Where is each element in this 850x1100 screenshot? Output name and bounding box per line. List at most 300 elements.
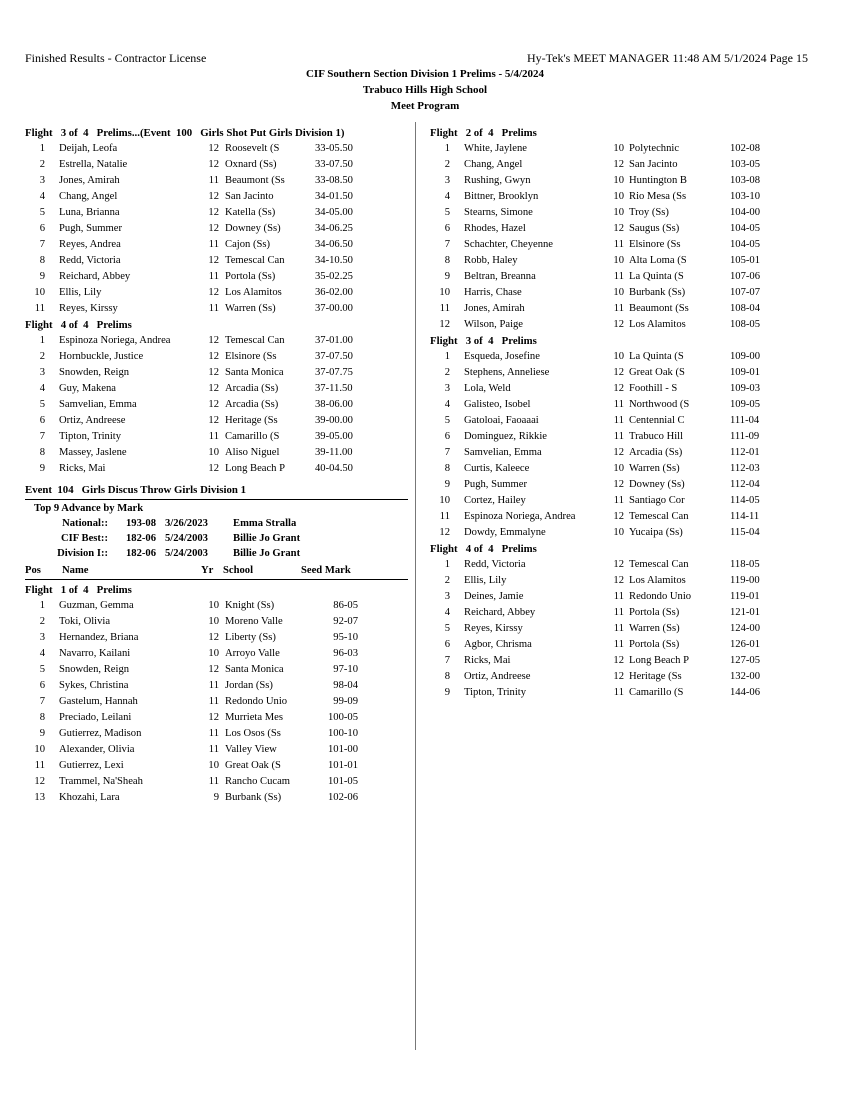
entry-row: [25, 710, 408, 726]
entry-row: [430, 637, 820, 653]
entry-year: 12: [208, 351, 219, 362]
entry-pos: 13: [34, 792, 45, 803]
entry-pos: 4: [444, 607, 450, 618]
entry-row: [25, 726, 408, 742]
entry-year: 10: [613, 143, 624, 154]
entry-row: [430, 253, 820, 269]
entry-school: Los Alamitos: [629, 319, 686, 330]
entry-school: Long Beach P: [629, 655, 690, 666]
entry-name: Preciado, Leilani: [59, 712, 132, 723]
entry-name: Esqueda, Josefine: [464, 351, 540, 362]
record-date: 5/24/2003: [165, 533, 208, 544]
entry-seed: 112-04: [730, 479, 760, 490]
column-headers: [25, 563, 408, 579]
entry-name: Ellis, Lily: [59, 287, 102, 298]
entry-row: [430, 157, 820, 173]
entry-seed: 109-00: [730, 351, 761, 362]
entry-school: Arcadia (Ss): [225, 383, 279, 394]
entry-name: Gatoloai, Faoaaai: [464, 415, 539, 426]
entry-school: Redondo Unio: [629, 591, 692, 602]
entry-year: 12: [613, 159, 624, 170]
report-type-label: Finished Results - Contractor License: [25, 51, 207, 65]
entry-pos: 8: [444, 671, 450, 682]
entry-pos: 9: [39, 463, 45, 474]
left-column: [25, 125, 408, 806]
entry-pos: 10: [34, 744, 45, 755]
records-list: [25, 516, 408, 561]
entry-year: 11: [613, 591, 624, 602]
entry-pos: 1: [39, 143, 45, 154]
entry-seed: 95-10: [333, 632, 358, 643]
entry-row: [25, 141, 408, 157]
entry-year: 12: [613, 319, 624, 330]
entry-row: [430, 301, 820, 317]
entry-pos: 7: [444, 239, 450, 250]
entry-name: Snowden, Reign: [59, 664, 130, 675]
entry-school: Katella (Ss): [225, 207, 276, 218]
entry-seed: 37-11.50: [315, 383, 353, 394]
entry-name: Chang, Angel: [464, 159, 523, 170]
entry-school: Foothill - S: [629, 383, 678, 394]
entry-name: Gutierrez, Lexi: [59, 760, 124, 771]
record-holder: Billie Jo Grant: [233, 548, 301, 559]
entry-school: Arroyo Valle: [225, 648, 280, 659]
column-divider: [415, 122, 416, 1050]
entry-seed: 126-01: [730, 639, 761, 650]
entry-year: 12: [208, 367, 219, 378]
entry-seed: 109-05: [730, 399, 761, 410]
entry-name: Dowdy, Emmalyne: [464, 527, 546, 538]
entry-year: 12: [613, 367, 624, 378]
entry-row: [25, 429, 408, 445]
entry-seed: 37-07.50: [315, 351, 353, 362]
entry-school: Temescal Can: [629, 559, 689, 570]
record-row: [25, 531, 408, 546]
entry-year: 12: [613, 223, 624, 234]
entry-row: [25, 662, 408, 678]
meet-title: CIF Southern Section Division 1 Prelims - 5/4/2024: [305, 68, 545, 80]
entry-year: 12: [208, 632, 219, 643]
software-timestamp-page: Hy-Tek's MEET MANAGER 11:48 AM 5/1/2024 Page 15: [527, 51, 808, 65]
meet-subtitle: Meet Program: [390, 100, 460, 112]
entry-row: [25, 205, 408, 221]
entry-seed: 34-06.50: [315, 239, 353, 250]
entry-year: 10: [613, 463, 624, 474]
discus-flight3-list: [430, 349, 820, 541]
entry-seed: 102-06: [327, 792, 358, 803]
entry-seed: 102-08: [730, 143, 761, 154]
entry-seed: 107-06: [730, 271, 761, 282]
entry-row: [25, 221, 408, 237]
entry-year: 11: [208, 696, 219, 707]
entry-name: Beltran, Breanna: [464, 271, 536, 282]
entry-name: Agbor, Chrisma: [464, 639, 532, 650]
entry-pos: 3: [444, 591, 450, 602]
entry-row: [25, 253, 408, 269]
entry-row: [25, 678, 408, 694]
entry-name: Reichard, Abbey: [59, 271, 131, 282]
entry-name: Navarro, Kailani: [59, 648, 131, 659]
entry-pos: 3: [39, 632, 45, 643]
entry-name: Redd, Victoria: [59, 255, 121, 266]
entry-school: Polytechnic: [629, 143, 680, 154]
entry-seed: 107-07: [730, 287, 761, 298]
entry-school: Temescal Can: [225, 335, 285, 346]
entry-name: Harris, Chase: [464, 287, 522, 298]
entry-school: Elsinore (Ss: [225, 351, 277, 362]
entry-name: Alexander, Olivia: [59, 744, 135, 755]
entry-row: [430, 269, 820, 285]
entry-seed: 37-00.00: [315, 303, 353, 314]
entry-pos: 5: [39, 664, 45, 675]
entry-year: 11: [208, 239, 219, 250]
entry-name: Hernandez, Briana: [59, 632, 139, 643]
entry-seed: 92-07: [333, 616, 358, 627]
entry-year: 12: [208, 159, 219, 170]
entry-row: [25, 413, 408, 429]
record-mark: 193-08: [126, 518, 157, 529]
entry-row: [430, 653, 820, 669]
entry-school: Liberty (Ss): [225, 632, 276, 643]
entry-row: [430, 317, 820, 333]
entry-pos: 1: [39, 335, 45, 346]
entry-name: Khozahi, Lara: [59, 792, 120, 803]
entry-pos: 2: [39, 616, 45, 627]
entry-name: Trammel, Na'Sheah: [59, 776, 143, 787]
entry-name: Schachter, Cheyenne: [464, 239, 553, 250]
entry-pos: 12: [439, 319, 450, 330]
entry-school: Long Beach P: [225, 463, 286, 474]
entry-pos: 2: [444, 367, 450, 378]
entry-year: 12: [208, 191, 219, 202]
entry-school: Los Alamitos: [225, 287, 282, 298]
entry-row: [25, 614, 408, 630]
entry-seed: 36-02.00: [315, 287, 353, 298]
entry-school: Great Oak (S: [225, 760, 281, 771]
entry-school: Great Oak (S: [629, 367, 685, 378]
entry-pos: 5: [444, 415, 450, 426]
entry-pos: 4: [444, 399, 450, 410]
entry-row: [430, 285, 820, 301]
entry-seed: 34-10.50: [315, 255, 353, 266]
entry-row: [430, 445, 820, 461]
entry-school: Downey (Ss): [225, 223, 281, 234]
entry-pos: 11: [439, 303, 450, 314]
entry-seed: 118-05: [730, 559, 760, 570]
entry-school: Warren (Ss): [629, 623, 680, 634]
entry-seed: 104-05: [730, 239, 761, 250]
entry-row: [430, 525, 820, 541]
entry-year: 12: [613, 383, 624, 394]
entry-school: Northwood (S: [629, 399, 690, 410]
entry-row: [25, 349, 408, 365]
entry-school: San Jacinto: [629, 159, 678, 170]
entry-row: [430, 173, 820, 189]
header-rule: [25, 579, 408, 580]
entry-year: 10: [613, 207, 624, 218]
entry-pos: 12: [439, 527, 450, 538]
entry-year: 12: [613, 479, 624, 490]
entry-school: Troy (Ss): [629, 207, 669, 218]
entry-year: 12: [613, 511, 624, 522]
entry-pos: 10: [439, 287, 450, 298]
record-mark: 182-06: [126, 533, 157, 544]
entry-seed: 114-11: [730, 511, 760, 522]
entry-name: Dominguez, Rikkie: [464, 431, 547, 442]
entry-name: Sykes, Christina: [59, 680, 129, 691]
entry-school: Alta Loma (S: [629, 255, 687, 266]
entry-year: 11: [613, 623, 624, 634]
entry-name: Reyes, Kirssy: [464, 623, 523, 634]
col-yr: Yr: [201, 565, 214, 576]
entry-row: [25, 461, 408, 477]
entry-pos: 2: [444, 575, 450, 586]
entry-pos: 4: [39, 191, 45, 202]
entry-name: Deines, Jamie: [464, 591, 524, 602]
entry-seed: 132-00: [730, 671, 761, 682]
entry-school: La Quinta (S: [629, 271, 684, 282]
entry-year: 11: [208, 728, 219, 739]
entry-pos: 6: [444, 639, 450, 650]
entry-school: Cajon (Ss): [225, 239, 271, 250]
record-label: Division I::: [57, 548, 108, 559]
entry-year: 12: [208, 255, 219, 266]
record-label: National::: [62, 518, 108, 529]
record-holder: Emma Stralla: [233, 518, 297, 529]
entry-school: Trabuco Hill: [629, 431, 684, 442]
entry-row: [430, 413, 820, 429]
record-date: 5/24/2003: [165, 548, 208, 559]
entry-row: [430, 461, 820, 477]
entry-year: 11: [613, 687, 624, 698]
entry-name: Samvelian, Emma: [464, 447, 542, 458]
entry-school: Portola (Ss): [225, 271, 276, 282]
entry-seed: 98-04: [333, 680, 358, 691]
entry-seed: 121-01: [730, 607, 761, 618]
entry-school: Jordan (Ss): [225, 680, 273, 691]
entry-school: Heritage (Ss: [629, 671, 682, 682]
entry-seed: 100-05: [327, 712, 358, 723]
entry-row: [430, 685, 820, 701]
entry-year: 12: [208, 383, 219, 394]
entry-year: 10: [613, 351, 624, 362]
discus-flight2-title: Flight 2 of 4 Prelims: [430, 127, 537, 139]
entry-row: [430, 381, 820, 397]
entry-seed: 108-05: [730, 319, 761, 330]
entry-name: Rhodes, Hazel: [464, 223, 526, 234]
entry-seed: 111-04: [730, 415, 760, 426]
entry-name: Gastelum, Hannah: [59, 696, 138, 707]
entry-pos: 4: [39, 648, 45, 659]
entry-year: 11: [208, 175, 219, 186]
entry-pos: 1: [444, 351, 450, 362]
shotput-flight3-list: [25, 141, 408, 317]
entry-seed: 109-01: [730, 367, 761, 378]
entry-school: Burbank (Ss): [629, 287, 686, 298]
entry-pos: 11: [439, 511, 450, 522]
entry-school: Warren (Ss): [629, 463, 680, 474]
entry-name: Pugh, Summer: [59, 223, 122, 234]
entry-row: [25, 445, 408, 461]
entry-seed: 119-00: [730, 575, 760, 586]
entry-pos: 5: [39, 207, 45, 218]
entry-school: Los Alamitos: [629, 575, 686, 586]
entry-pos: 6: [444, 431, 450, 442]
entry-row: [430, 557, 820, 573]
entry-school: Temescal Can: [629, 511, 689, 522]
entry-pos: 8: [39, 447, 45, 458]
entry-seed: 111-09: [730, 431, 760, 442]
entry-seed: 101-01: [327, 760, 358, 771]
entry-pos: 4: [444, 191, 450, 202]
entry-name: Ortiz, Andreese: [464, 671, 531, 682]
entry-pos: 2: [39, 351, 45, 362]
entry-row: [430, 237, 820, 253]
entry-year: 9: [213, 792, 219, 803]
entry-year: 12: [208, 287, 219, 298]
entry-row: [430, 189, 820, 205]
entry-seed: 104-05: [730, 223, 761, 234]
shotput-flight4-list: [25, 333, 408, 477]
entry-school: La Quinta (S: [629, 351, 684, 362]
entry-seed: 33-05.50: [315, 143, 353, 154]
entry-year: 10: [208, 648, 219, 659]
entry-seed: 37-07.75: [315, 367, 353, 378]
entry-pos: 9: [39, 271, 45, 282]
entry-pos: 8: [39, 712, 45, 723]
record-row: [25, 546, 408, 561]
entry-year: 11: [613, 303, 624, 314]
entry-row: [430, 429, 820, 445]
entry-year: 12: [208, 335, 219, 346]
entry-year: 11: [208, 431, 219, 442]
entry-seed: 35-02.25: [315, 271, 353, 282]
entry-year: 12: [613, 559, 624, 570]
entry-pos: 4: [39, 383, 45, 394]
entry-pos: 9: [444, 687, 450, 698]
entry-seed: 101-00: [327, 744, 358, 755]
entry-pos: 3: [39, 367, 45, 378]
entry-school: Beaumont (Ss: [629, 303, 689, 314]
discus-flight4-title: Flight 4 of 4 Prelims: [430, 543, 537, 555]
entry-row: [25, 173, 408, 189]
entry-row: [25, 758, 408, 774]
entry-pos: 8: [39, 255, 45, 266]
entry-pos: 7: [39, 696, 45, 707]
entry-name: Stearns, Simone: [464, 207, 533, 218]
entry-seed: 33-08.50: [315, 175, 353, 186]
entry-seed: 101-05: [327, 776, 358, 787]
entry-pos: 9: [39, 728, 45, 739]
entry-school: Downey (Ss): [629, 479, 685, 490]
entry-seed: 34-01.50: [315, 191, 353, 202]
entry-name: Reyes, Andrea: [59, 239, 121, 250]
entry-year: 11: [613, 607, 624, 618]
entry-school: Yucaipa (Ss): [629, 527, 683, 538]
entry-row: [25, 285, 408, 301]
entry-row: [25, 237, 408, 253]
entry-seed: 124-00: [730, 623, 761, 634]
col-seed: Seed Mark: [301, 565, 351, 576]
entry-school: Camarillo (S: [629, 687, 684, 698]
entry-row: [25, 694, 408, 710]
entry-seed: 108-04: [730, 303, 761, 314]
entry-pos: 5: [39, 399, 45, 410]
entry-year: 11: [613, 639, 624, 650]
entry-name: Galisteo, Isobel: [464, 399, 531, 410]
entry-pos: 8: [444, 255, 450, 266]
entry-pos: 7: [39, 431, 45, 442]
entry-name: Ricks, Mai: [464, 655, 511, 666]
entry-seed: 104-00: [730, 207, 761, 218]
entry-year: 12: [613, 671, 624, 682]
entry-seed: 114-05: [730, 495, 760, 506]
entry-row: [430, 621, 820, 637]
entry-seed: 112-01: [730, 447, 760, 458]
entry-pos: 3: [444, 175, 450, 186]
entry-year: 12: [613, 447, 624, 458]
entry-school: Moreno Valle: [225, 616, 283, 627]
entry-seed: 34-05.00: [315, 207, 353, 218]
entry-pos: 10: [439, 495, 450, 506]
entry-seed: 119-01: [730, 591, 760, 602]
entry-name: Wilson, Paige: [464, 319, 524, 330]
entry-name: Deijah, Leofa: [59, 143, 118, 154]
entry-year: 12: [208, 143, 219, 154]
col-school: School: [223, 565, 254, 576]
entry-pos: 12: [34, 776, 45, 787]
entry-row: [430, 605, 820, 621]
entry-name: Chang, Angel: [59, 191, 118, 202]
entry-seed: 103-05: [730, 159, 761, 170]
entry-pos: 1: [39, 600, 45, 611]
entry-row: [430, 477, 820, 493]
entry-name: Gutierrez, Madison: [59, 728, 142, 739]
entry-school: Murrieta Mes: [225, 712, 283, 723]
entry-name: Reichard, Abbey: [464, 607, 536, 618]
col-pos: Pos: [25, 565, 41, 576]
entry-name: Toki, Olivia: [59, 616, 111, 627]
entry-row: [25, 646, 408, 662]
entry-pos: 2: [444, 159, 450, 170]
entry-seed: 40-04.50: [315, 463, 353, 474]
entry-seed: 100-10: [327, 728, 358, 739]
entry-name: Jones, Amirah: [59, 175, 120, 186]
entry-row: [25, 397, 408, 413]
entry-row: [430, 397, 820, 413]
entry-row: [25, 742, 408, 758]
entry-seed: 39-00.00: [315, 415, 353, 426]
entry-name: Hornbuckle, Justice: [59, 351, 144, 362]
entry-name: Tipton, Trinity: [59, 431, 122, 442]
entry-school: San Jacinto: [225, 191, 274, 202]
entry-year: 11: [613, 399, 624, 410]
entry-year: 11: [613, 271, 624, 282]
entry-name: Ricks, Mai: [59, 463, 106, 474]
entry-school: Huntington B: [629, 175, 687, 186]
entry-name: Robb, Haley: [464, 255, 518, 266]
entry-school: Arcadia (Ss): [629, 447, 683, 458]
entry-row: [25, 333, 408, 349]
entry-seed: 96-03: [333, 648, 358, 659]
entry-seed: 103-10: [730, 191, 761, 202]
entry-pos: 5: [444, 207, 450, 218]
entry-school: Warren (Ss): [225, 303, 276, 314]
entry-name: Bittner, Brooklyn: [464, 191, 539, 202]
entry-school: Oxnard (Ss): [225, 159, 277, 170]
entry-name: Redd, Victoria: [464, 559, 526, 570]
shotput-flight3-title: Flight 3 of 4 Prelims...(Event 100 Girls Shot Put Girls Division 1): [25, 127, 345, 139]
